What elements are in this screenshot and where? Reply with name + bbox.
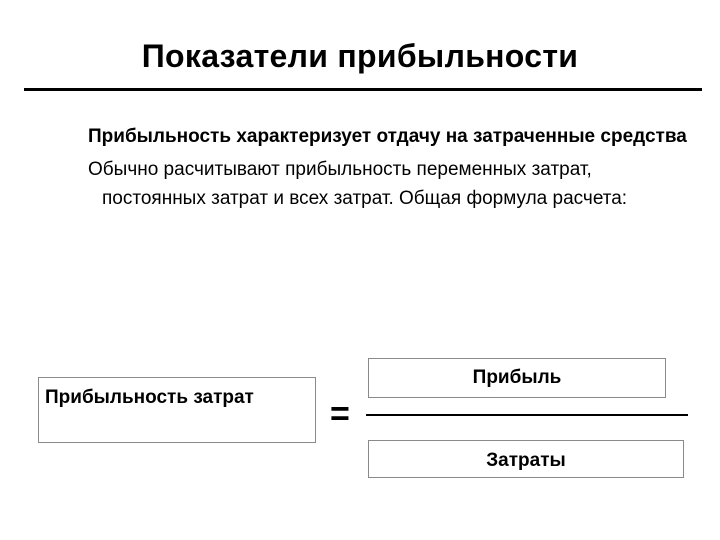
title-divider	[24, 88, 702, 91]
formula-numerator-label: Прибыль	[472, 367, 562, 388]
body-text	[88, 122, 688, 217]
formula-left-box	[38, 377, 316, 443]
formula-denominator-box	[368, 440, 684, 478]
paragraph-formula-intro: Обычно расчитывают прибыльность переменных затрат, постоянных затрат и всех затрат. Общая формула расчета:	[88, 159, 628, 209]
formula-left-label: Прибыльность затрат	[45, 387, 254, 408]
slide-title: Показатели прибыльности	[141, 38, 579, 74]
paragraph-definition: Прибыльность характеризует отдачу на затраченные средства	[88, 126, 687, 147]
fraction-line	[366, 414, 688, 416]
equals-sign: =	[330, 395, 350, 433]
formula-numerator-box	[368, 358, 666, 398]
formula-denominator-label: Затраты	[486, 450, 566, 471]
